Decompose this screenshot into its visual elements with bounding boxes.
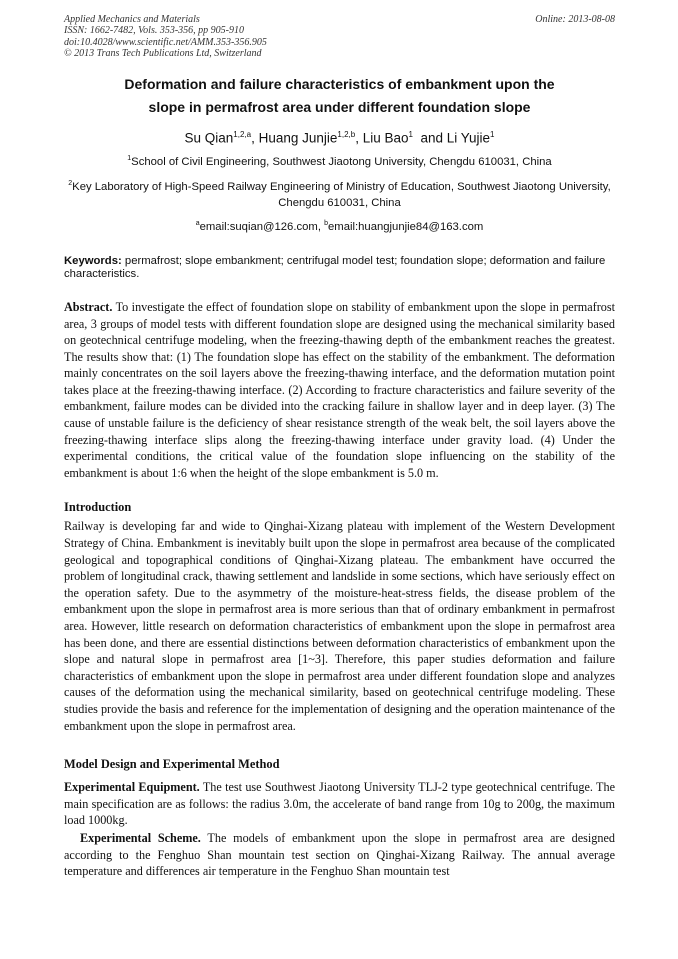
author-emails — [64, 216, 615, 235]
affiliation-text: School of Civil Engineering, Southwest Jiaotong University, Chengdu 610031, China — [131, 155, 552, 168]
email-marker: a — [195, 220, 200, 228]
journal-doi[interactable]: doi:10.4028/www.scientific.net/AMM.353-356.905 — [64, 36, 267, 48]
author-name: Su Qian — [184, 130, 234, 146]
keywords-label: Keywords: — [64, 254, 122, 267]
author-list: Su Qian$^{1,2,a}$, Huang Junjie$^{1,2,b}$, Liu Bao$^1$ and Li Yujie$^1$ — [184, 129, 495, 146]
email-marker: b — [324, 220, 328, 228]
affiliation-marker: 2 — [68, 180, 73, 188]
paper-title — [64, 73, 615, 119]
author-affil-marker: 1 — [490, 129, 495, 139]
author-name: Liu Bao — [362, 130, 409, 146]
affiliation-2 — [64, 176, 615, 211]
journal-name: Applied Mechanics and Materials — [64, 14, 200, 25]
author-affil-marker: 1,2,b — [337, 129, 356, 139]
equipment-text: The test use Southwest Jiaotong University TLJ-2 type geotechnical centrifuge. The main specification are as follows: the radius 3.0m, the accelerate of band range from 10g to 200g, the maximum load 1000kg. — [64, 780, 615, 828]
paper-page — [64, 14, 615, 880]
journal-issn: ISSN: 1662-7482, Vols. 353-356, pp 905-910 — [64, 25, 244, 37]
affiliation-1 — [64, 151, 615, 170]
title-line-1: Deformation and failure characteristics of embankment upon the — [124, 75, 555, 92]
keywords — [64, 255, 615, 281]
journal-copyright: © 2013 Trans Tech Publications Ltd, Switzerland — [64, 48, 262, 60]
introduction-heading: Introduction — [64, 500, 132, 515]
affiliation-marker: 1 — [127, 155, 132, 163]
online-date: Online: 2013-08-08 — [535, 14, 615, 25]
email-b[interactable]: email:huangjunjie84@163.com — [328, 220, 484, 233]
journal-header — [64, 14, 615, 60]
author-name: Li Yujie — [446, 130, 491, 146]
scheme-text: The models of embankment upon the slope in permafrost area are designed according to the Fenghuo Shan mountain test section on Qinghai-Xizang Railway. The annual average temperature and differences air temperature in the Fenghuo Shan mountain test — [64, 830, 615, 879]
model-design-heading: Model Design and Experimental Method — [64, 757, 280, 772]
abstract — [64, 299, 615, 482]
abstract-label: Abstract. — [64, 299, 113, 314]
author-affil-marker: 1,2,a — [233, 129, 252, 139]
author-affil-marker: 1 — [408, 129, 413, 139]
affiliation-text: Key Laboratory of High-Speed Railway Engineering of Ministry of Education, Southwest Jiaotong University, Chengdu 610031, China — [72, 181, 611, 209]
abstract-text: To investigate the effect of foundation slope on stability of embankment upon the slope in permafrost area, 3 groups of model tests with different foundation slope are designed using the mechanical similarity based on geotechnical centrifuge modeling, when the freezing-thawing depth of the embankment reaches the greatest. The results show that: (1) The foundation slope has effect on the stability of the embankment. The deformation mainly concentrates on the soil layers above the freezing-thawing interface, and the deformation mutation point takes place at the freezing-thawing interface. (2) According to fracture characteristics and failure severity of the embankment, failure modes can be divided into the cracking failure in shallow layer and in deep layer. (3) The cause of unstable failure is the deficiency of shear resistance strength of the weak belt, the soil layers above the freezing-thawing interface slips along the freezing-thawing interface under gravity load. (4) Under the experimental conditions, the critical value of the foundation slope influencing on the stability of the embankment is about 1:6 when the height of the slope embankment is 5.0 m. — [64, 299, 615, 480]
equipment-label: Experimental Equipment. — [64, 780, 200, 795]
keywords-text: permafrost; slope embankment; centrifugal model test; foundation slope; deformation and failure characteristics. — [64, 254, 606, 280]
introduction-text: Railway is developing far and wide to Qinghai-Xizang plateau with implement of the Western Development Strategy of China. Embankment is inevitably built upon the slope in permafrost area because of the complicated geological and topographical conditions of Qinghai-Xizang plateau. The embankment have occurred the problem of longitudinal crack, thawing settlement and landslide in some sections, which have seriously effect on the operation safety. Due to the asymmetry of the moisture-heat-stress fields, the disease problem of the embankment upon the slope in permafrost area is more serious than that of ordinary embankment in permafrost area. However, little research on deformation characteristics of embankment upon the slope in permafrost area has been done, and there are essential distinctions between deformation characteristics of embankment upon the slope and natural slope in permafrost area [1~3]. Therefore, this paper studies deformation and failure characteristics of embankment upon the slope in permafrost area under different foundation slope and analyzes causes of the deformation using the mechanical similarity, based on geotechnical centrifuge modeling. These studies provide the basis and reference for the implementation of designing and the operation maintenance of the embankment upon the slope in permafrost area. — [64, 519, 615, 733]
title-line-2: slope in permafrost area under different foundation slope — [148, 98, 531, 115]
email-a[interactable]: email:suqian@126.com, — [199, 220, 321, 233]
author-name: Huang Junjie — [258, 130, 338, 146]
equipment-paragraph — [64, 779, 615, 829]
scheme-label: Experimental Scheme. — [80, 830, 201, 845]
scheme-paragraph — [64, 830, 615, 880]
